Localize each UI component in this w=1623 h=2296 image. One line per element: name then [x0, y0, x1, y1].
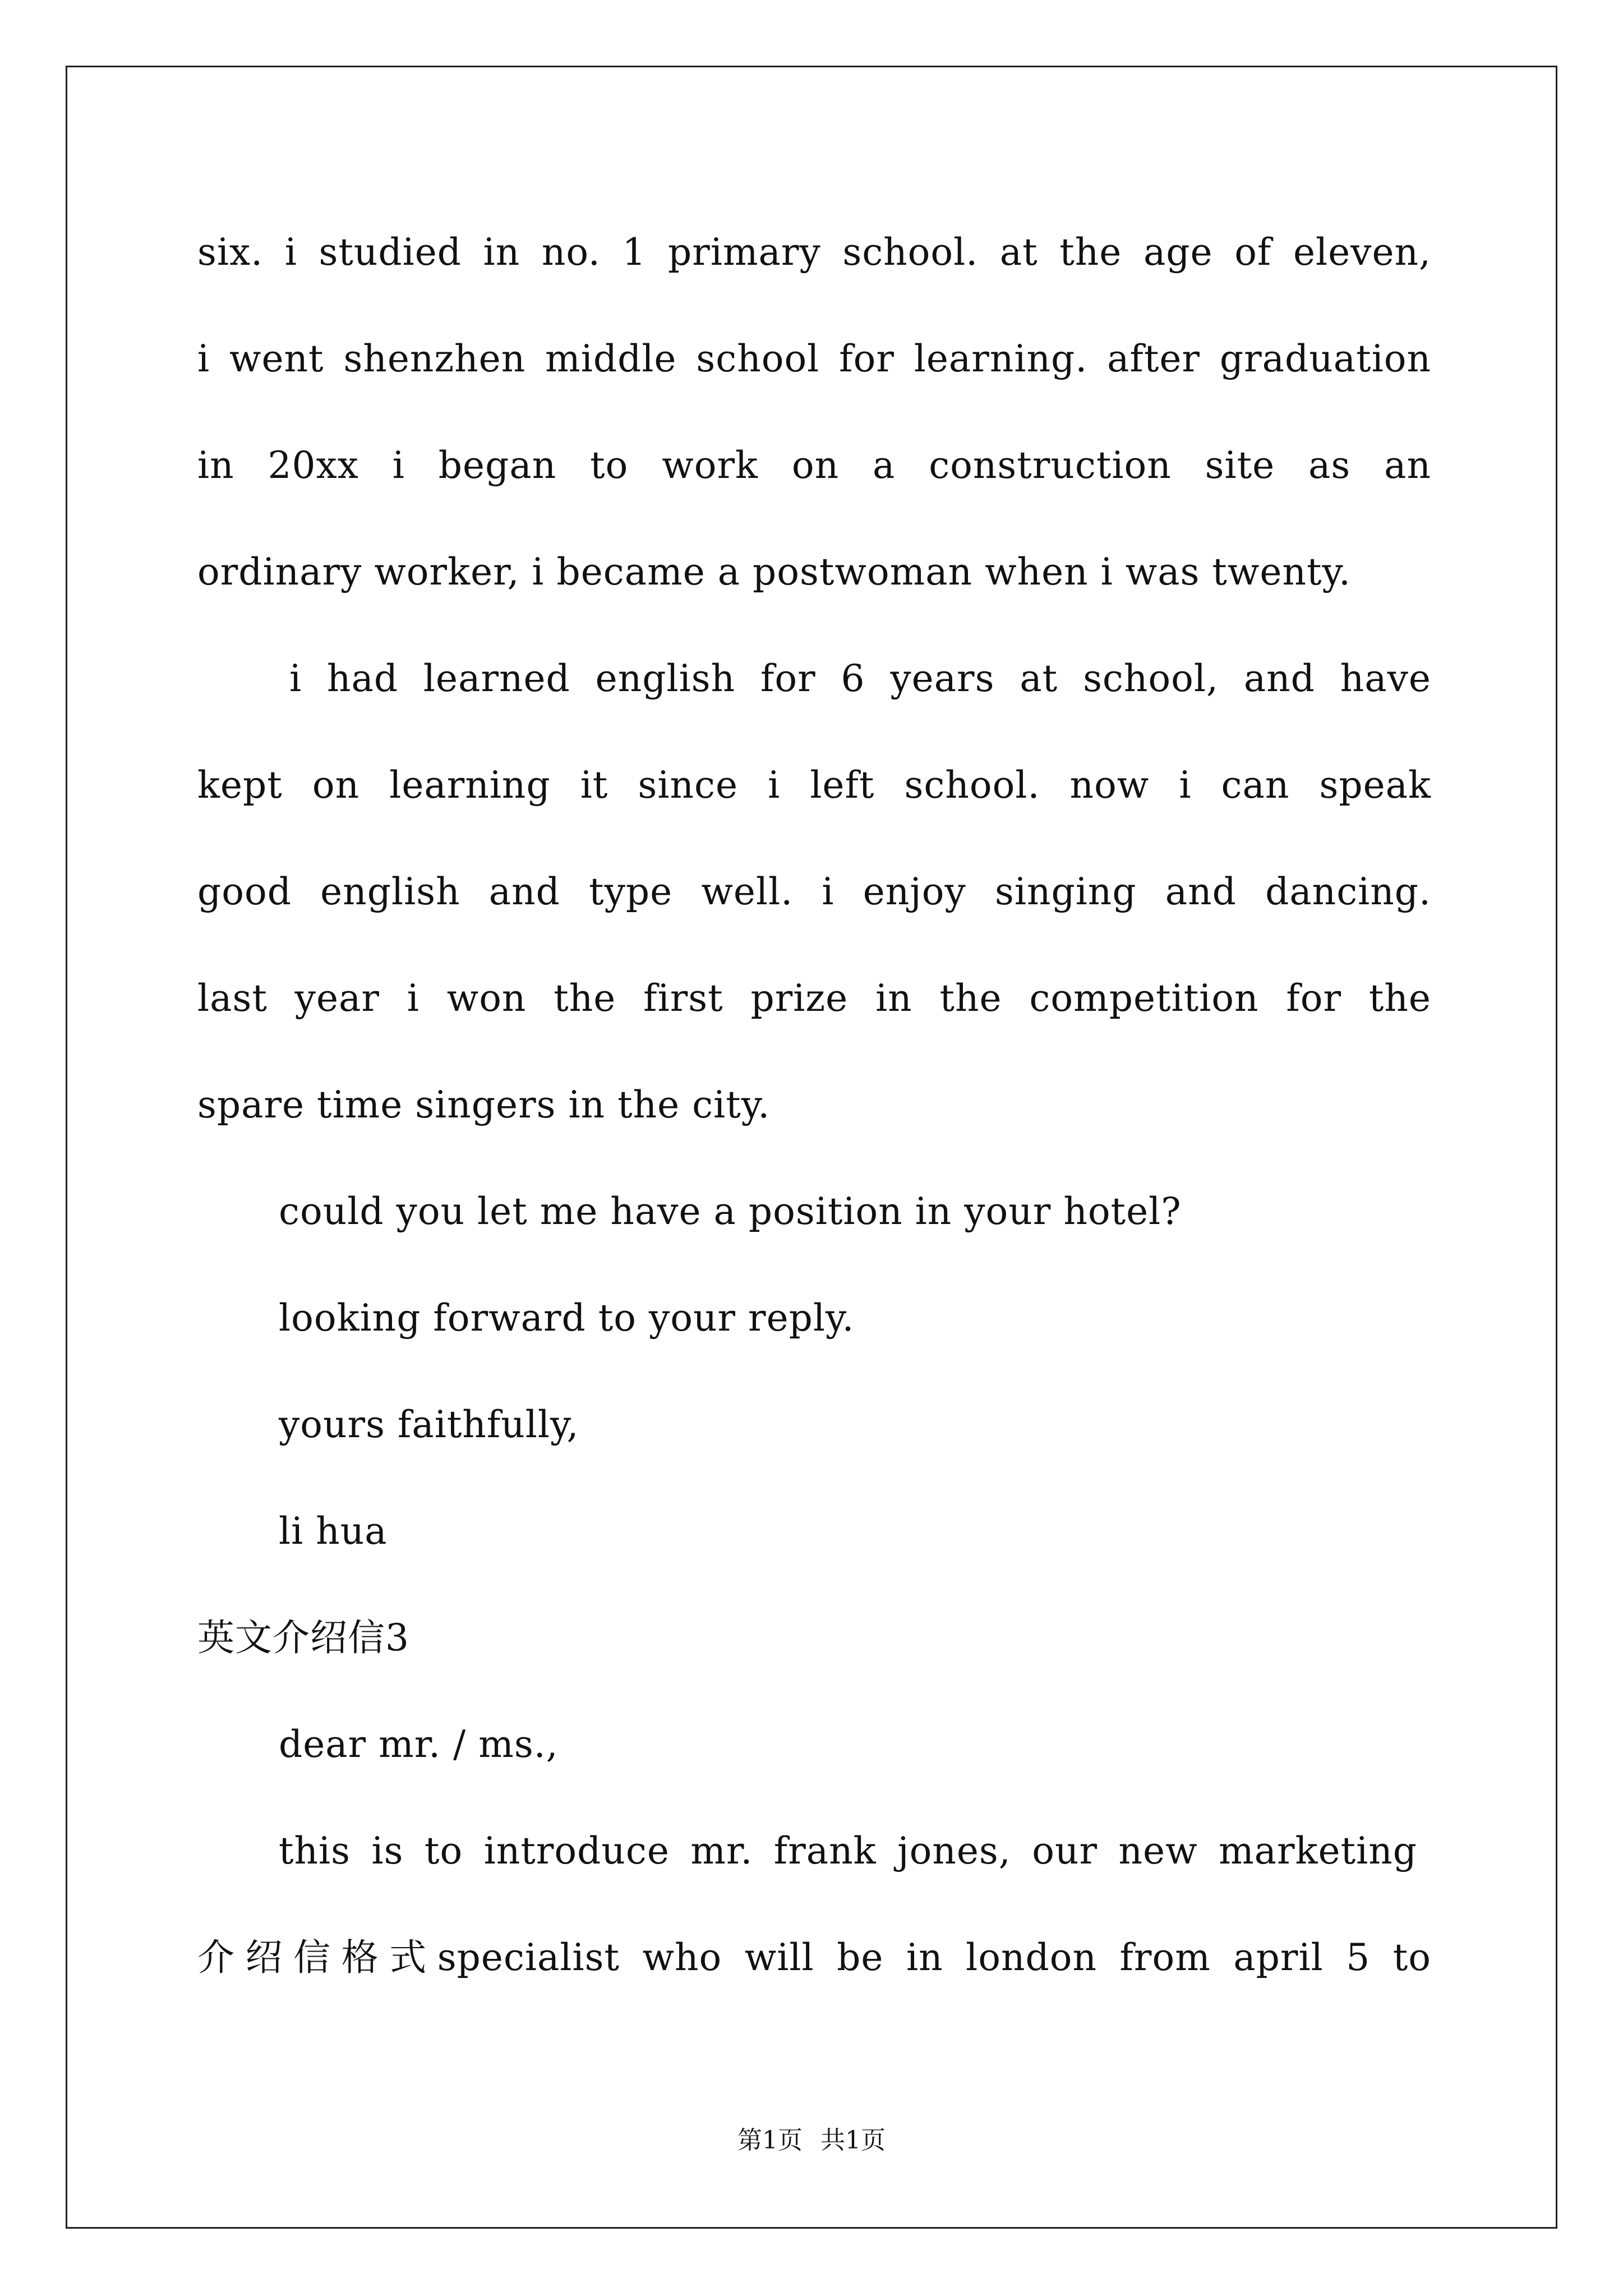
- closing-line: looking forward to your reply.: [279, 1296, 855, 1340]
- text-line: 介绍信格式specialist who will be in london from april 5 to: [197, 1936, 1431, 1979]
- signoff-line: yours faithfully,: [279, 1403, 579, 1446]
- salutation-line: dear mr. / ms.,: [279, 1723, 559, 1766]
- text-line: ordinary worker, i became a postwoman when i was twenty.: [197, 550, 1352, 593]
- paragraph-indent-line: i had learned english for 6 years at school, and have: [289, 657, 1431, 700]
- text-line: i went shenzhen middle school for learning. after graduation: [197, 337, 1431, 380]
- section-heading: 英文介绍信3: [197, 1616, 409, 1659]
- text-line: spare time singers in the city.: [197, 1083, 771, 1126]
- page-border: [66, 66, 1557, 2229]
- request-line: could you let me have a position in your hotel?: [279, 1190, 1182, 1233]
- text-line: in 20xx i began to work on a construction site as an: [197, 444, 1431, 487]
- paragraph-indent-line: this is to introduce mr. frank jones, our new marketing: [279, 1829, 1417, 1872]
- text-line: good english and type well. i enjoy singing and dancing.: [197, 870, 1431, 913]
- text-line: last year i won the first prize in the competition for the: [197, 977, 1431, 1020]
- text-line: six. i studied in no. 1 primary school. at the age of eleven,: [197, 231, 1431, 274]
- signature-name: li hua: [279, 1510, 388, 1553]
- text-line: kept on learning it since i left school. now i can speak: [197, 763, 1431, 807]
- page-number: 第1页 共1页: [737, 2126, 886, 2155]
